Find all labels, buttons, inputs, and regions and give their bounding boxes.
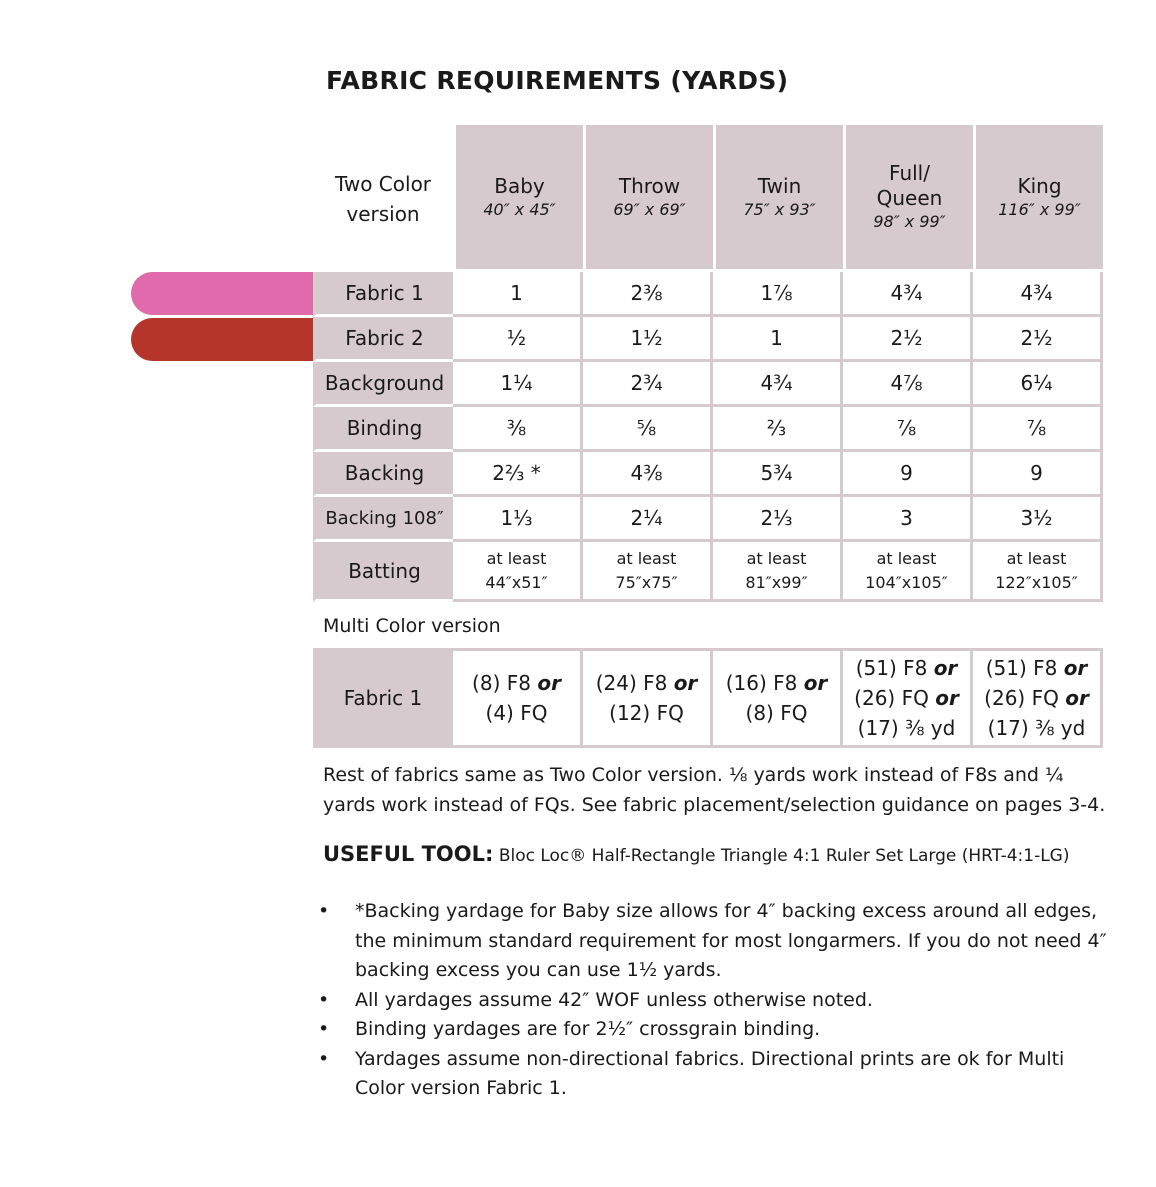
table-cell: at least 75″x75″: [583, 542, 713, 602]
multi-color-note: Rest of fabrics same as Two Color version. ⅛ yards work instead of F8s and ¼ yards work instead of FQs. See fabric placement/selection guidance on pages 3-4.: [323, 764, 1106, 816]
list-item-text: Yardages assume non-directional fabrics. Directional prints are ok for Multi Color version Fabric 1.: [355, 1047, 1065, 1099]
cell-line: (8) FQ: [745, 701, 808, 725]
table-cell: 2⅓: [713, 497, 843, 542]
cell-line: (26) FQ: [984, 686, 1059, 710]
size-dimensions: 69″ x 69″: [613, 199, 686, 219]
page-title: FABRIC REQUIREMENTS (YARDS): [326, 66, 789, 95]
table-cell: at least 104″x105″: [843, 542, 973, 602]
size-name: Throw: [618, 173, 681, 198]
or-word: or: [935, 686, 959, 710]
fabric-1-color-swatch: [131, 272, 313, 315]
table-cell: [843, 648, 973, 748]
table-cell: 1: [453, 272, 583, 317]
table-cell: 9: [973, 452, 1103, 497]
list-item: [313, 1045, 1113, 1104]
table-row: [313, 317, 1103, 362]
table-cell: 1⅞: [713, 272, 843, 317]
bullet-icon: •: [318, 1018, 330, 1040]
table-cell: 1: [713, 317, 843, 362]
table-cell: 4¾: [843, 272, 973, 317]
cell-line: (12) FQ: [609, 701, 684, 725]
size-dimensions: 40″ x 45″: [483, 199, 556, 219]
cell-line: (24) F8: [595, 671, 668, 695]
multi-color-requirements-table: [313, 648, 1103, 748]
table-cell: ½: [453, 317, 583, 362]
or-word: or: [1065, 686, 1089, 710]
size-header-twin: [713, 125, 843, 272]
cell-line: (8) F8: [472, 671, 531, 695]
cell-line: (51) F8: [855, 656, 928, 680]
table-cell: 3: [843, 497, 973, 542]
useful-tool-key: USEFUL TOOL:: [323, 842, 494, 866]
useful-tool-line: [323, 842, 1070, 866]
or-word: or: [537, 671, 561, 695]
table-cell: 4¾: [713, 362, 843, 407]
cell-line: (17) ⅜ yd: [987, 716, 1086, 740]
table-cell: ⅜: [453, 407, 583, 452]
table-cell: [713, 648, 843, 748]
table-cell: 2¼: [583, 497, 713, 542]
size-dimensions: 116″ x 99″: [998, 199, 1081, 219]
cell-line: (16) F8: [725, 671, 798, 695]
table-cell: 2⅔ *: [453, 452, 583, 497]
table-cell: 4⅜: [583, 452, 713, 497]
table-cell: 6¼: [973, 362, 1103, 407]
size-dimensions: 98″ x 99″: [873, 212, 946, 231]
table-cell: at least 122″x105″: [973, 542, 1103, 602]
table-cell: 2⅜: [583, 272, 713, 317]
bullet-icon: •: [318, 900, 330, 922]
size-header-king: [973, 125, 1103, 272]
or-word: or: [803, 671, 828, 695]
table-row: [313, 542, 1103, 602]
list-item: [313, 986, 1113, 1016]
table-cell: [973, 648, 1103, 748]
table-row: [313, 497, 1103, 542]
size-dimensions: 75″ x 93″: [743, 199, 816, 219]
table-cell: ⅔: [713, 407, 843, 452]
table-cell: 1½: [583, 317, 713, 362]
bullet-icon: •: [318, 1047, 330, 1070]
size-header-baby: [453, 125, 583, 272]
or-word: or: [933, 656, 958, 680]
row-label-batting: Batting: [313, 542, 453, 602]
list-item-text: All yardages assume 42″ WOF unless otherwise noted.: [355, 988, 873, 1011]
table-cell: 4¾: [973, 272, 1103, 317]
row-label-fabric-1: Fabric 1: [313, 648, 453, 748]
table-cell: 5¾: [713, 452, 843, 497]
size-name: King: [1017, 173, 1062, 198]
table-cell: at least 44″x51″: [453, 542, 583, 602]
size-name: Twin: [757, 173, 802, 198]
list-item: [313, 1015, 1113, 1045]
fabric-2-color-swatch: [131, 318, 313, 361]
table-cell: 2½: [973, 317, 1103, 362]
table-cell: [583, 648, 713, 748]
table-cell: ⅝: [583, 407, 713, 452]
table-cell: ⅞: [843, 407, 973, 452]
two-color-version-label: [313, 125, 453, 272]
table-cell: 9: [843, 452, 973, 497]
row-label-fabric-1: Fabric 1: [313, 272, 453, 317]
list-item: [313, 897, 1113, 986]
size-name: Full/ Queen: [876, 161, 943, 210]
row-label-background: Background: [313, 362, 453, 407]
table-row: [313, 452, 1103, 497]
cell-line: (26) FQ: [854, 686, 929, 710]
notes-list: [313, 897, 1113, 1104]
two-color-requirements-table: [313, 125, 1103, 602]
table-cell: 1⅓: [453, 497, 583, 542]
size-name: Baby: [494, 173, 545, 198]
table-cell: 3½: [973, 497, 1103, 542]
table-row: [313, 648, 1103, 748]
table-cell: 4⅞: [843, 362, 973, 407]
list-item-text: Binding yardages are for 2½″ crossgrain binding.: [355, 1018, 821, 1040]
table-row: [313, 362, 1103, 407]
size-header-throw: [583, 125, 713, 272]
row-label-backing-108: Backing 108″: [313, 497, 453, 542]
cell-line: (51) F8: [985, 656, 1058, 680]
table-row: [313, 272, 1103, 317]
row-label-backing: Backing: [313, 452, 453, 497]
table-row: [313, 407, 1103, 452]
table-cell: 1¼: [453, 362, 583, 407]
useful-tool-text: Bloc Loc® Half-Rectangle Triangle 4:1 Ruler Set Large (HRT-4:1-LG): [493, 846, 1070, 866]
table-cell: [453, 648, 583, 748]
bullet-icon: •: [318, 988, 330, 1011]
multi-color-version-label: Multi Color version: [323, 615, 501, 637]
table-cell: 2½: [843, 317, 973, 362]
table-cell: 2¾: [583, 362, 713, 407]
table-cell: at least 81″x99″: [713, 542, 843, 602]
cell-line: (17) ⅜ yd: [857, 716, 956, 740]
or-word: or: [1063, 656, 1088, 680]
two-color-label-line1: Two Color: [334, 171, 432, 196]
table-cell: ⅞: [973, 407, 1103, 452]
two-color-label-line2: version: [346, 201, 420, 226]
or-word: or: [673, 671, 698, 695]
row-label-binding: Binding: [313, 407, 453, 452]
list-item-text: *Backing yardage for Baby size allows for 4″ backing excess around all edges, the minimum standard requirement for most longarmers. If you do not need 4″ backing excess you can use 1½ yards.: [355, 900, 1107, 981]
size-header-full-queen: [843, 125, 973, 272]
cell-line: (4) FQ: [485, 701, 548, 725]
row-label-fabric-2: Fabric 2: [313, 317, 453, 362]
